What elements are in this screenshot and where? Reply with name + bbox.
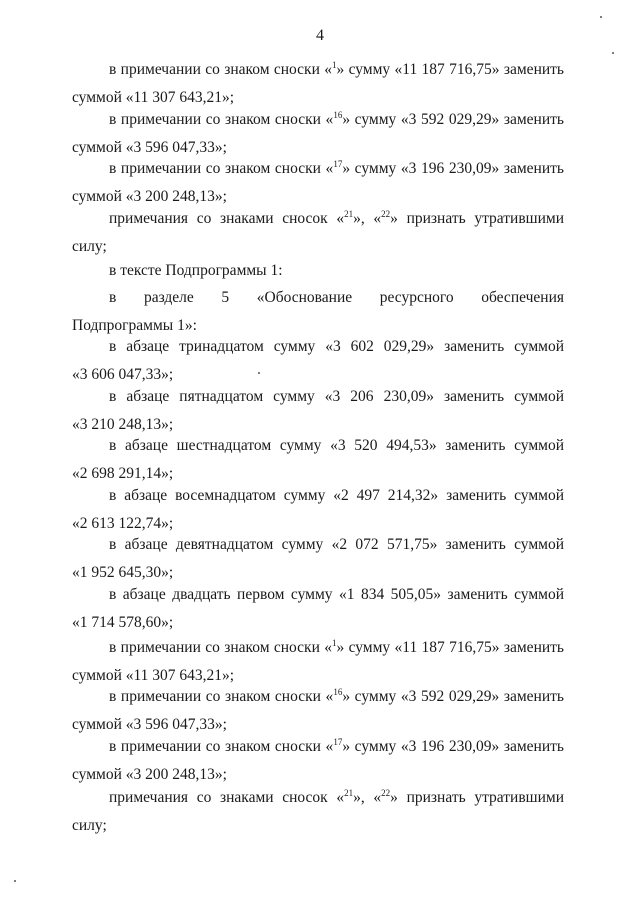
text-run: силу; bbox=[72, 817, 107, 834]
paragraph bbox=[72, 683, 564, 739]
scan-speck bbox=[14, 880, 16, 882]
text-run: » сумму «11 187 716,75» заменить bbox=[336, 61, 564, 78]
paragraph bbox=[72, 333, 564, 389]
paragraph-line bbox=[72, 812, 564, 840]
text-run: примечания со знаками сносок « bbox=[109, 210, 345, 227]
paragraph-line bbox=[72, 106, 564, 134]
text-run: «2 613 122,74»; bbox=[72, 515, 174, 532]
text-run: в примечании со знаком сноски « bbox=[109, 111, 334, 128]
paragraph bbox=[72, 155, 564, 211]
footnote-mark: 1 bbox=[331, 60, 337, 70]
paragraph-line bbox=[72, 784, 564, 812]
text-run: в примечании со знаком сноски « bbox=[109, 738, 334, 755]
paragraph bbox=[72, 482, 564, 538]
footnote-mark: 21 bbox=[344, 209, 354, 219]
text-run: «1 952 645,30»; bbox=[72, 564, 174, 581]
text-run: в примечании со знаком сноски « bbox=[109, 688, 334, 705]
paragraph-line bbox=[72, 683, 564, 711]
paragraph-line bbox=[72, 284, 564, 312]
text-run: «3 210 248,13»; bbox=[72, 416, 174, 433]
page-number: 4 bbox=[316, 27, 324, 44]
text-run: в примечании со знаком сноски « bbox=[109, 639, 332, 656]
text-run: суммой «3 200 248,13»; bbox=[72, 188, 227, 205]
text-run: » сумму «3 592 029,29» заменить bbox=[342, 688, 564, 705]
text-run: в примечании со знаком сноски « bbox=[109, 61, 332, 78]
footnote-mark: 21 bbox=[344, 788, 354, 798]
footnote-mark: 22 bbox=[381, 788, 391, 798]
paragraph-line bbox=[72, 205, 564, 233]
text-run: » признать утратившими bbox=[390, 210, 564, 227]
footnote-mark: 16 bbox=[333, 110, 343, 120]
paragraph bbox=[72, 284, 564, 340]
paragraph bbox=[72, 432, 564, 488]
paragraph bbox=[72, 531, 564, 587]
text-run: » сумму «11 187 716,75» заменить bbox=[336, 639, 564, 656]
text-run: в абзаце шестнадцатом сумму «3 520 494,53» заменить суммой bbox=[109, 437, 564, 454]
paragraph bbox=[72, 56, 564, 112]
paragraph-line bbox=[72, 634, 564, 662]
text-run: » сумму «3 196 230,09» заменить bbox=[342, 738, 564, 755]
text-run: » сумму «3 592 029,29» заменить bbox=[342, 111, 564, 128]
paragraph-line bbox=[72, 383, 564, 411]
text-run: в абзаце девятнадцатом сумму «2 072 571,75» заменить суммой bbox=[109, 536, 564, 553]
text-run: «2 698 291,14»; bbox=[72, 465, 174, 482]
text-run: », « bbox=[353, 210, 382, 227]
text-run: » сумму «3 196 230,09» заменить bbox=[342, 160, 564, 177]
text-run: » признать утратившими bbox=[390, 789, 564, 806]
text-run: суммой «3 596 047,33»; bbox=[72, 716, 227, 733]
footnote-mark: 16 bbox=[333, 687, 343, 697]
paragraph bbox=[72, 634, 564, 690]
text-run: силу; bbox=[72, 238, 107, 255]
paragraph-line bbox=[72, 155, 564, 183]
paragraph bbox=[72, 784, 564, 840]
text-run: «3 606 047,33»; bbox=[72, 366, 174, 383]
text-run: в абзаце пятнадцатом сумму «3 206 230,09» заменить суммой bbox=[109, 388, 564, 405]
text-run: в разделе 5 «Обоснование ресурсного обеспечения bbox=[109, 289, 564, 306]
paragraph-line bbox=[72, 482, 564, 510]
footnote-mark: 17 bbox=[333, 159, 343, 169]
text-run: в абзаце двадцать первом сумму «1 834 505,05» заменить суммой bbox=[109, 586, 564, 603]
text-run: в примечании со знаком сноски « bbox=[109, 160, 334, 177]
text-run: в тексте Подпрограммы 1: bbox=[109, 262, 283, 279]
text-run: в абзаце восемнадцатом сумму «2 497 214,32» заменить суммой bbox=[109, 487, 564, 504]
footnote-mark: 17 bbox=[333, 737, 343, 747]
text-run: суммой «11 307 643,21»; bbox=[72, 89, 235, 106]
paragraph bbox=[72, 257, 564, 285]
text-run: «1 714 578,60»; bbox=[72, 614, 174, 631]
scan-speck bbox=[612, 52, 614, 54]
paragraph-line bbox=[72, 581, 564, 609]
paragraph bbox=[72, 106, 564, 162]
paragraph-line bbox=[72, 733, 564, 761]
footnote-mark: 1 bbox=[331, 638, 337, 648]
paragraph bbox=[72, 733, 564, 789]
text-run: суммой «11 307 643,21»; bbox=[72, 667, 235, 684]
text-run: суммой «3 596 047,33»; bbox=[72, 139, 227, 156]
text-run: Подпрограммы 1»: bbox=[72, 317, 197, 334]
text-run: в абзаце тринадцатом сумму «3 602 029,29» заменить суммой bbox=[109, 338, 564, 355]
paragraph-line bbox=[72, 531, 564, 559]
paragraph-line bbox=[72, 609, 564, 637]
paragraph-line bbox=[72, 56, 564, 84]
text-run: », « bbox=[353, 789, 382, 806]
scan-speck bbox=[258, 372, 260, 374]
paragraph-line bbox=[72, 333, 564, 361]
paragraph bbox=[72, 205, 564, 261]
paragraph-line bbox=[72, 257, 564, 285]
text-run: примечания со знаками сносок « bbox=[109, 789, 345, 806]
footnote-mark: 22 bbox=[381, 209, 391, 219]
paragraph bbox=[72, 383, 564, 439]
paragraph-line bbox=[72, 432, 564, 460]
paragraph bbox=[72, 581, 564, 637]
scan-speck bbox=[600, 16, 602, 18]
text-run: суммой «3 200 248,13»; bbox=[72, 766, 227, 783]
